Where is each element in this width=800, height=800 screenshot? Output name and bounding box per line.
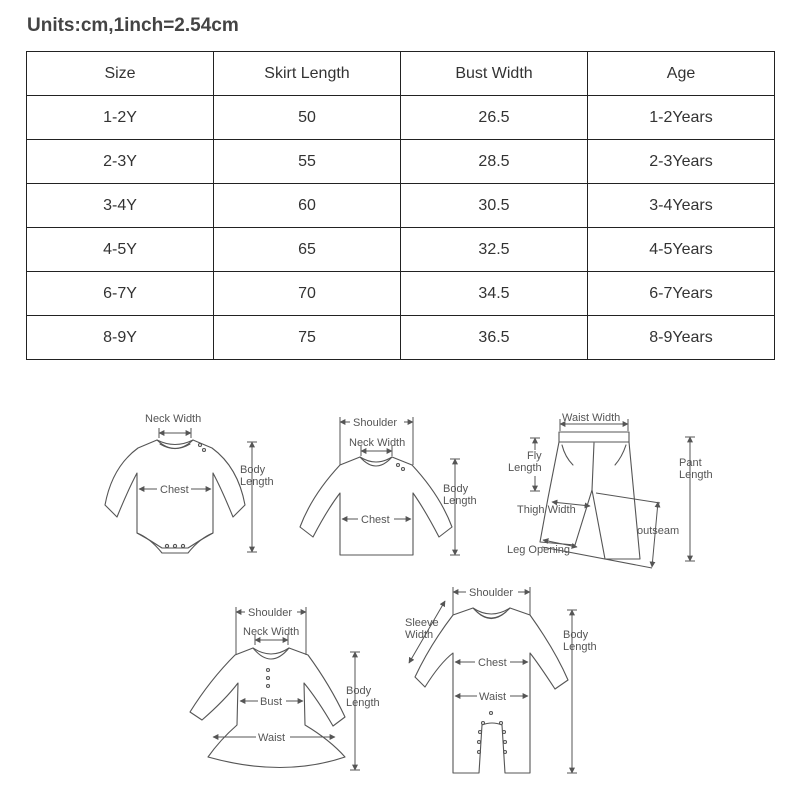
cell-skirt-length: 70 xyxy=(214,272,401,316)
label-chest: Chest xyxy=(361,514,390,526)
label-waist: Waist xyxy=(479,691,507,703)
pants-pocket xyxy=(562,445,573,465)
pants-pocket xyxy=(615,445,626,465)
label-fly-length: Fly xyxy=(527,450,542,462)
cell-size: 3-4Y xyxy=(27,184,214,228)
cell-bust-width: 34.5 xyxy=(401,272,588,316)
pants-waistband xyxy=(559,432,629,442)
cell-size: 4-5Y xyxy=(27,228,214,272)
pants-outline xyxy=(540,442,640,559)
snap-button xyxy=(482,722,485,725)
dress-diagram xyxy=(190,605,380,770)
label-sleeve-width: Width xyxy=(405,629,434,641)
tshirt-outline xyxy=(300,457,452,555)
cell-skirt-length: 50 xyxy=(214,96,401,140)
cell-age: 2-3Years xyxy=(588,140,775,184)
cell-size: 6-7Y xyxy=(27,272,214,316)
table-row xyxy=(27,272,775,316)
tshirt-diagram xyxy=(300,415,477,555)
label-outseam: outseam xyxy=(637,525,680,537)
label-shoulder: Shoulder xyxy=(248,607,293,619)
table-header-row xyxy=(27,52,775,96)
cell-bust-width: 30.5 xyxy=(401,184,588,228)
snap-button xyxy=(503,731,506,734)
header-bust-width: Bust Width xyxy=(401,52,588,96)
shoulder-button xyxy=(402,468,405,471)
cell-age: 8-9Years xyxy=(588,316,775,360)
cell-age: 3-4Years xyxy=(588,184,775,228)
cell-skirt-length: 55 xyxy=(214,140,401,184)
cell-age: 4-5Years xyxy=(588,228,775,272)
label-neck-width: Neck Width xyxy=(145,413,202,425)
units-note: Units:cm,1inch=2.54cm xyxy=(27,15,239,36)
dress-button xyxy=(267,669,270,672)
table-row xyxy=(27,184,775,228)
snap-button xyxy=(173,544,176,547)
snap-button xyxy=(500,722,503,725)
cell-size: 2-3Y xyxy=(27,140,214,184)
label-body-length: Body xyxy=(443,483,469,495)
cell-age: 6-7Years xyxy=(588,272,775,316)
label-body-length: Length xyxy=(563,641,597,653)
bodysuit-outline xyxy=(105,440,245,553)
shoulder-button xyxy=(203,449,206,452)
cell-bust-width: 32.5 xyxy=(401,228,588,272)
label-body-length: Length xyxy=(443,495,477,507)
romper-diagram xyxy=(405,585,597,773)
dress-button xyxy=(267,685,270,688)
header-size: Size xyxy=(27,52,214,96)
label-chest: Chest xyxy=(160,484,189,496)
cell-bust-width: 28.5 xyxy=(401,140,588,184)
header-skirt-length: Skirt Length xyxy=(214,52,401,96)
label-pant-length: Pant xyxy=(679,457,702,469)
cell-skirt-length: 60 xyxy=(214,184,401,228)
header-age: Age xyxy=(588,52,775,96)
cell-size: 1-2Y xyxy=(27,96,214,140)
label-waist: Waist xyxy=(258,732,286,744)
bodysuit-hem xyxy=(137,533,213,548)
label-shoulder: Shoulder xyxy=(353,417,398,429)
snap-button xyxy=(490,712,493,715)
label-neck-width: Neck Width xyxy=(349,437,406,449)
size-chart-table xyxy=(26,51,775,360)
snap-button xyxy=(479,731,482,734)
label-body-length: Length xyxy=(346,697,380,709)
snap-button xyxy=(478,741,481,744)
table-row xyxy=(27,140,775,184)
table-row xyxy=(27,96,775,140)
label-pant-length: Length xyxy=(679,469,713,481)
cell-bust-width: 26.5 xyxy=(401,96,588,140)
cell-skirt-length: 75 xyxy=(214,316,401,360)
shoulder-button xyxy=(199,444,202,447)
pants-diagram xyxy=(507,412,713,568)
label-body-length: Body xyxy=(563,629,589,641)
label-fly-length: Length xyxy=(508,462,542,474)
pants-fly xyxy=(592,443,594,490)
label-thigh-width: Thigh Width xyxy=(517,504,576,516)
cell-bust-width: 36.5 xyxy=(401,316,588,360)
label-sleeve-width: Sleeve xyxy=(405,617,439,629)
cell-age: 1-2Years xyxy=(588,96,775,140)
measurement-diagrams xyxy=(0,395,800,800)
snap-button xyxy=(478,751,481,754)
label-chest: Chest xyxy=(478,657,507,669)
cell-size: 8-9Y xyxy=(27,316,214,360)
snap-button xyxy=(181,544,184,547)
bodysuit-diagram xyxy=(105,413,274,553)
label-body-length: Length xyxy=(240,476,274,488)
label-leg-opening: Leg Opening xyxy=(507,544,570,556)
label-body-length: Body xyxy=(240,464,266,476)
outseam-guide-top xyxy=(596,493,660,503)
shoulder-button xyxy=(397,464,400,467)
label-shoulder: Shoulder xyxy=(469,587,514,599)
label-neck-width: Neck Width xyxy=(243,626,300,638)
table-row xyxy=(27,228,775,272)
cell-skirt-length: 65 xyxy=(214,228,401,272)
label-body-length: Body xyxy=(346,685,372,697)
snap-button xyxy=(504,741,507,744)
table-row xyxy=(27,316,775,360)
dress-button xyxy=(267,677,270,680)
snap-button xyxy=(165,544,168,547)
label-waist-width: Waist Width xyxy=(562,412,621,424)
label-bust: Bust xyxy=(260,696,283,708)
snap-button xyxy=(504,751,507,754)
